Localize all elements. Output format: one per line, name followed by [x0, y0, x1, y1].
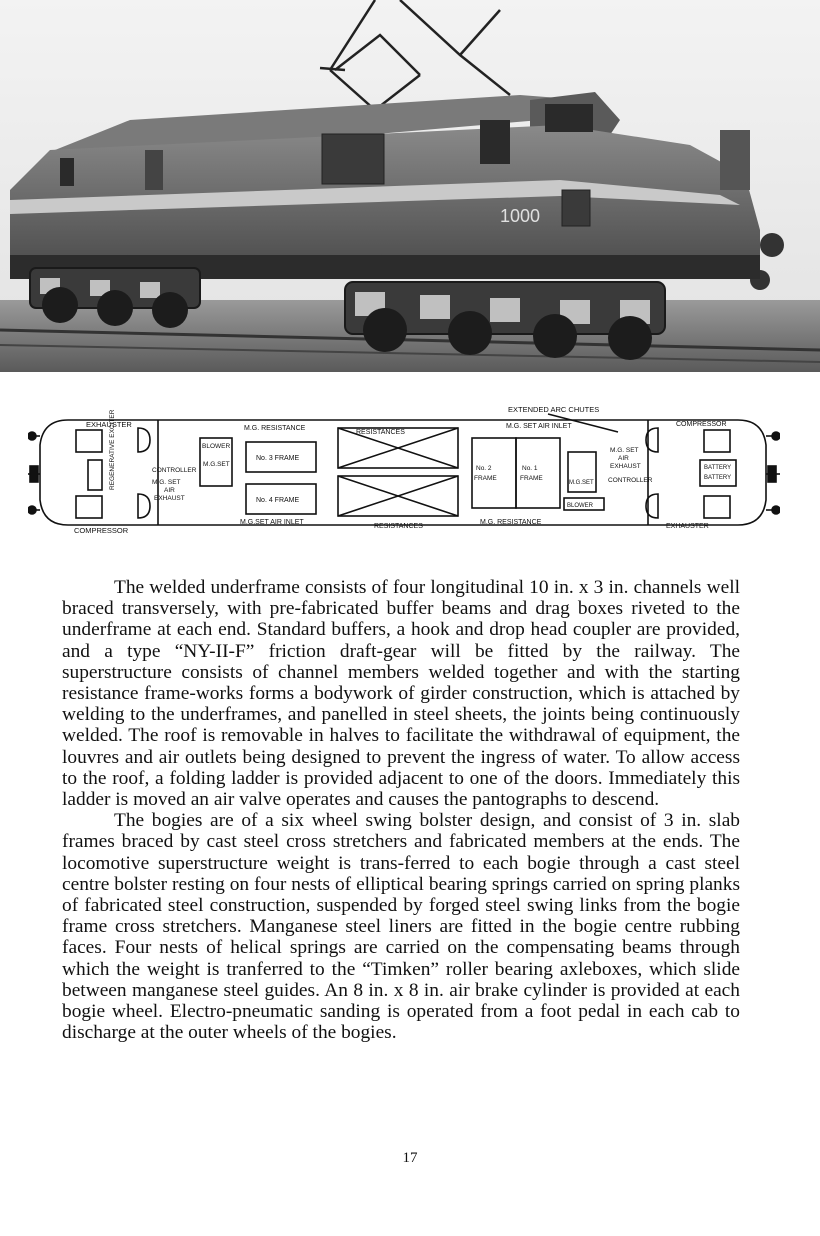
label-compressor-left: COMPRESSOR: [74, 526, 129, 535]
label-no1-frame-1: No. 1: [522, 465, 538, 472]
label-mg-set-air-exhaust-left-3: EXHAUST: [154, 495, 185, 502]
label-resistances-bottom: RESISTANCES: [374, 523, 423, 530]
label-mg-set-air-exhaust-right-3: EXHAUST: [610, 463, 641, 470]
label-no4-frame: No. 4 FRAME: [256, 497, 300, 504]
label-controller-right: CONTROLLER: [608, 477, 653, 484]
paragraph-underframe: The welded underframe consists of four longitudinal 10 in. x 3 in. channels well braced transversely, with pre-fabricated buffer beams and drag boxes riveted to the underframe at each end. Standard buffers, a hook and drop head coupler are provided, and a type “NY-II-F” friction draft-gear will be fitted by the railway. The superstructure consists of channel members welded together and with the starting resistance frame-works forms a bodywork of girder construction, which is attached by welding to the underframes, and panelled in steel sheets, the joints being continuously welded. The roof is removable in halves to facilitate the withdrawal of equipment, the louvres and air outlets being designed to prevent the ingress of water. To allow access to the roof, a folding ladder is provided adjacent to one of the doors. Immediately this ladder is moved an air valve operates and causes the pantographs to descend.: [62, 577, 740, 811]
label-mg-resistance-top: M.G. RESISTANCE: [244, 425, 306, 432]
label-no1-frame-2: FRAME: [520, 475, 543, 482]
label-blower-left: BLOWER: [202, 443, 231, 450]
label-no3-frame: No. 3 FRAME: [256, 455, 300, 462]
label-controller-left: CONTROLLER: [152, 467, 197, 474]
label-compressor-right: COMPRESSOR: [676, 421, 727, 428]
label-mg-set-air-inlet-top: M.G. SET AIR INLET: [506, 423, 572, 430]
label-mg-set-air-exhaust-right-2: AIR: [618, 455, 629, 462]
label-exhauster-left: EXHAUSTER: [86, 420, 132, 429]
body-text: [62, 577, 740, 1043]
label-regenerative-exciter: REGENERATIVE EXCITER: [109, 409, 116, 490]
label-mg-set-air-exhaust-left-1: M.G. SET: [152, 479, 181, 486]
label-mg-set-air-inlet-bottom: M.G.SET AIR INLET: [240, 519, 304, 526]
label-exhauster-right: EXHAUSTER: [666, 523, 709, 530]
label-resistances-top: RESISTANCES: [356, 429, 405, 436]
label-no2-frame-1: No. 2: [476, 465, 492, 472]
paragraph-bogies: The bogies are of a six wheel swing bolster design, and consist of 3 in. slab frames braced by cast steel cross stretchers and fabricated members at the ends. The locomotive superstructure weight is trans-ferred to each bogie through a cast steel centre bolster resting on four nests of elliptical bearing springs carried on spring planks of fabricated steel construction, suspended by forged steel swing links from the bogie frame cross stretchers. Manganese steel liners are fitted in the bogie centre rubbing faces. Four nests of helical springs are carried on the compensating beams through which the weight is tranferred to the “Timken” roller bearing axleboxes, which slide between manganese steel guides. An 8 in. x 8 in. air brake cylinder is provided at each bogie wheel. Electro-pneumatic sanding is operated from a foot pedal in each cab to discharge at the outer wheels of the bogies.: [62, 810, 740, 1044]
label-mg-set-right: M.G.SET: [569, 480, 594, 486]
label-mg-set-air-exhaust-right-1: M.G. SET: [610, 447, 639, 454]
label-extended-arc-chutes: EXTENDED ARC CHUTES: [508, 405, 600, 414]
label-battery-2: BATTERY: [704, 475, 732, 481]
label-blower-right: BLOWER: [567, 503, 594, 509]
locomotive-photo: [0, 0, 820, 372]
label-no2-frame-2: FRAME: [474, 475, 497, 482]
page-number: 17: [402, 1150, 418, 1166]
layout-plan-diagram: [28, 400, 780, 540]
number-plate: 1000: [500, 206, 541, 226]
label-mg-resistance-bottom: M.G. RESISTANCE: [480, 519, 542, 526]
label-battery-1: BATTERY: [704, 465, 732, 471]
label-mg-set-air-exhaust-left-2: AIR: [164, 487, 175, 494]
label-mg-set-left: M.G.SET: [203, 461, 230, 468]
